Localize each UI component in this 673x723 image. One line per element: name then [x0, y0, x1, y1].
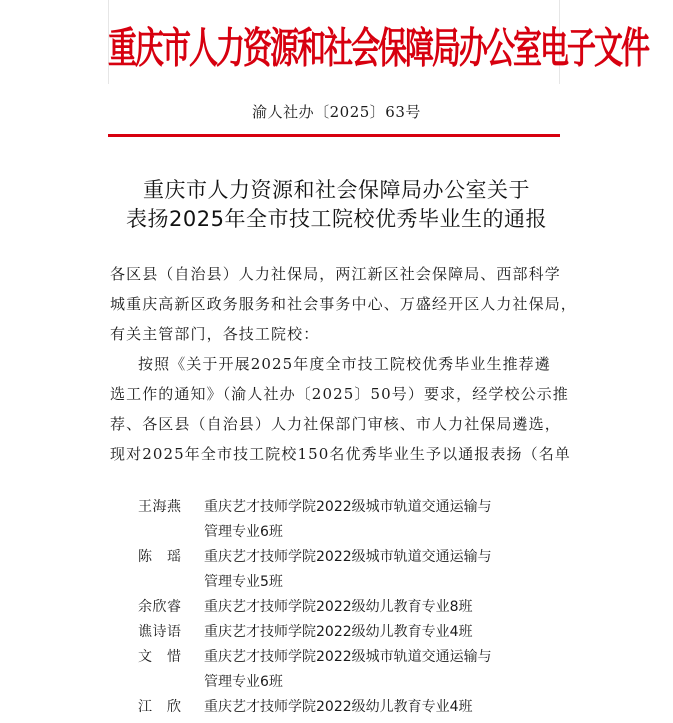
- honoree-school: 重庆艺才技师学院2022级城市轨道交通运输与: [204, 649, 492, 665]
- honoree-school: 重庆艺才技师学院2022级幼儿教育专业4班: [204, 699, 473, 715]
- honoree-name: 江 欣: [138, 699, 182, 715]
- body-line: 选工作的通知》（渝人社办〔2025〕50号）要求，经学校公示推: [110, 385, 569, 403]
- notice-title-line-2: 表扬2025年全市技工院校优秀毕业生的通报: [126, 207, 547, 231]
- body-line: 城重庆高新区政务服务和社会事务中心、万盛经开区人力社保局，: [110, 295, 577, 313]
- honoree-school: 重庆艺才技师学院2022级幼儿教育专业8班: [204, 599, 473, 615]
- body-line: 现对2025年全市技工院校150名优秀毕业生予以通报表扬（名单: [110, 445, 571, 463]
- honoree-school: 重庆艺才技师学院2022级城市轨道交通运输与: [204, 549, 492, 565]
- honoree-name: 王海燕: [138, 499, 182, 515]
- honoree-school: 重庆艺才技师学院2022级城市轨道交通运输与: [204, 499, 492, 515]
- honoree-school-cont: 管理专业6班: [204, 524, 283, 540]
- honoree-name: 余欣睿: [138, 599, 182, 615]
- honoree-school-cont: 管理专业6班: [204, 674, 283, 690]
- body-line: 有关主管部门，各技工院校：: [110, 325, 320, 343]
- body-line: 按照《关于开展2025年度全市技工院校优秀毕业生推荐遴: [138, 355, 551, 373]
- honoree-name: 谯诗语: [138, 624, 182, 640]
- body-line: 各区县（自治县）人力社保局，两江新区社会保障局、西部科学: [110, 265, 561, 283]
- honoree-name: 陈 瑶: [138, 549, 182, 565]
- honoree-school: 重庆艺才技师学院2022级幼儿教育专业4班: [204, 624, 473, 640]
- issuer-title: 重庆市人力资源和社会保障局办公室电子文件: [108, 23, 649, 73]
- honoree-school-cont: 管理专业5班: [204, 574, 283, 590]
- red-divider: [108, 134, 560, 137]
- body-line: 荐、各区县（自治县）人力社保部门审核、市人力社保局遴选，: [110, 415, 561, 433]
- document-number: 渝人社办〔2025〕63号: [252, 103, 421, 121]
- notice-title-line-1: 重庆市人力资源和社会保障局办公室关于: [143, 178, 530, 202]
- honoree-name: 文 惜: [138, 649, 182, 665]
